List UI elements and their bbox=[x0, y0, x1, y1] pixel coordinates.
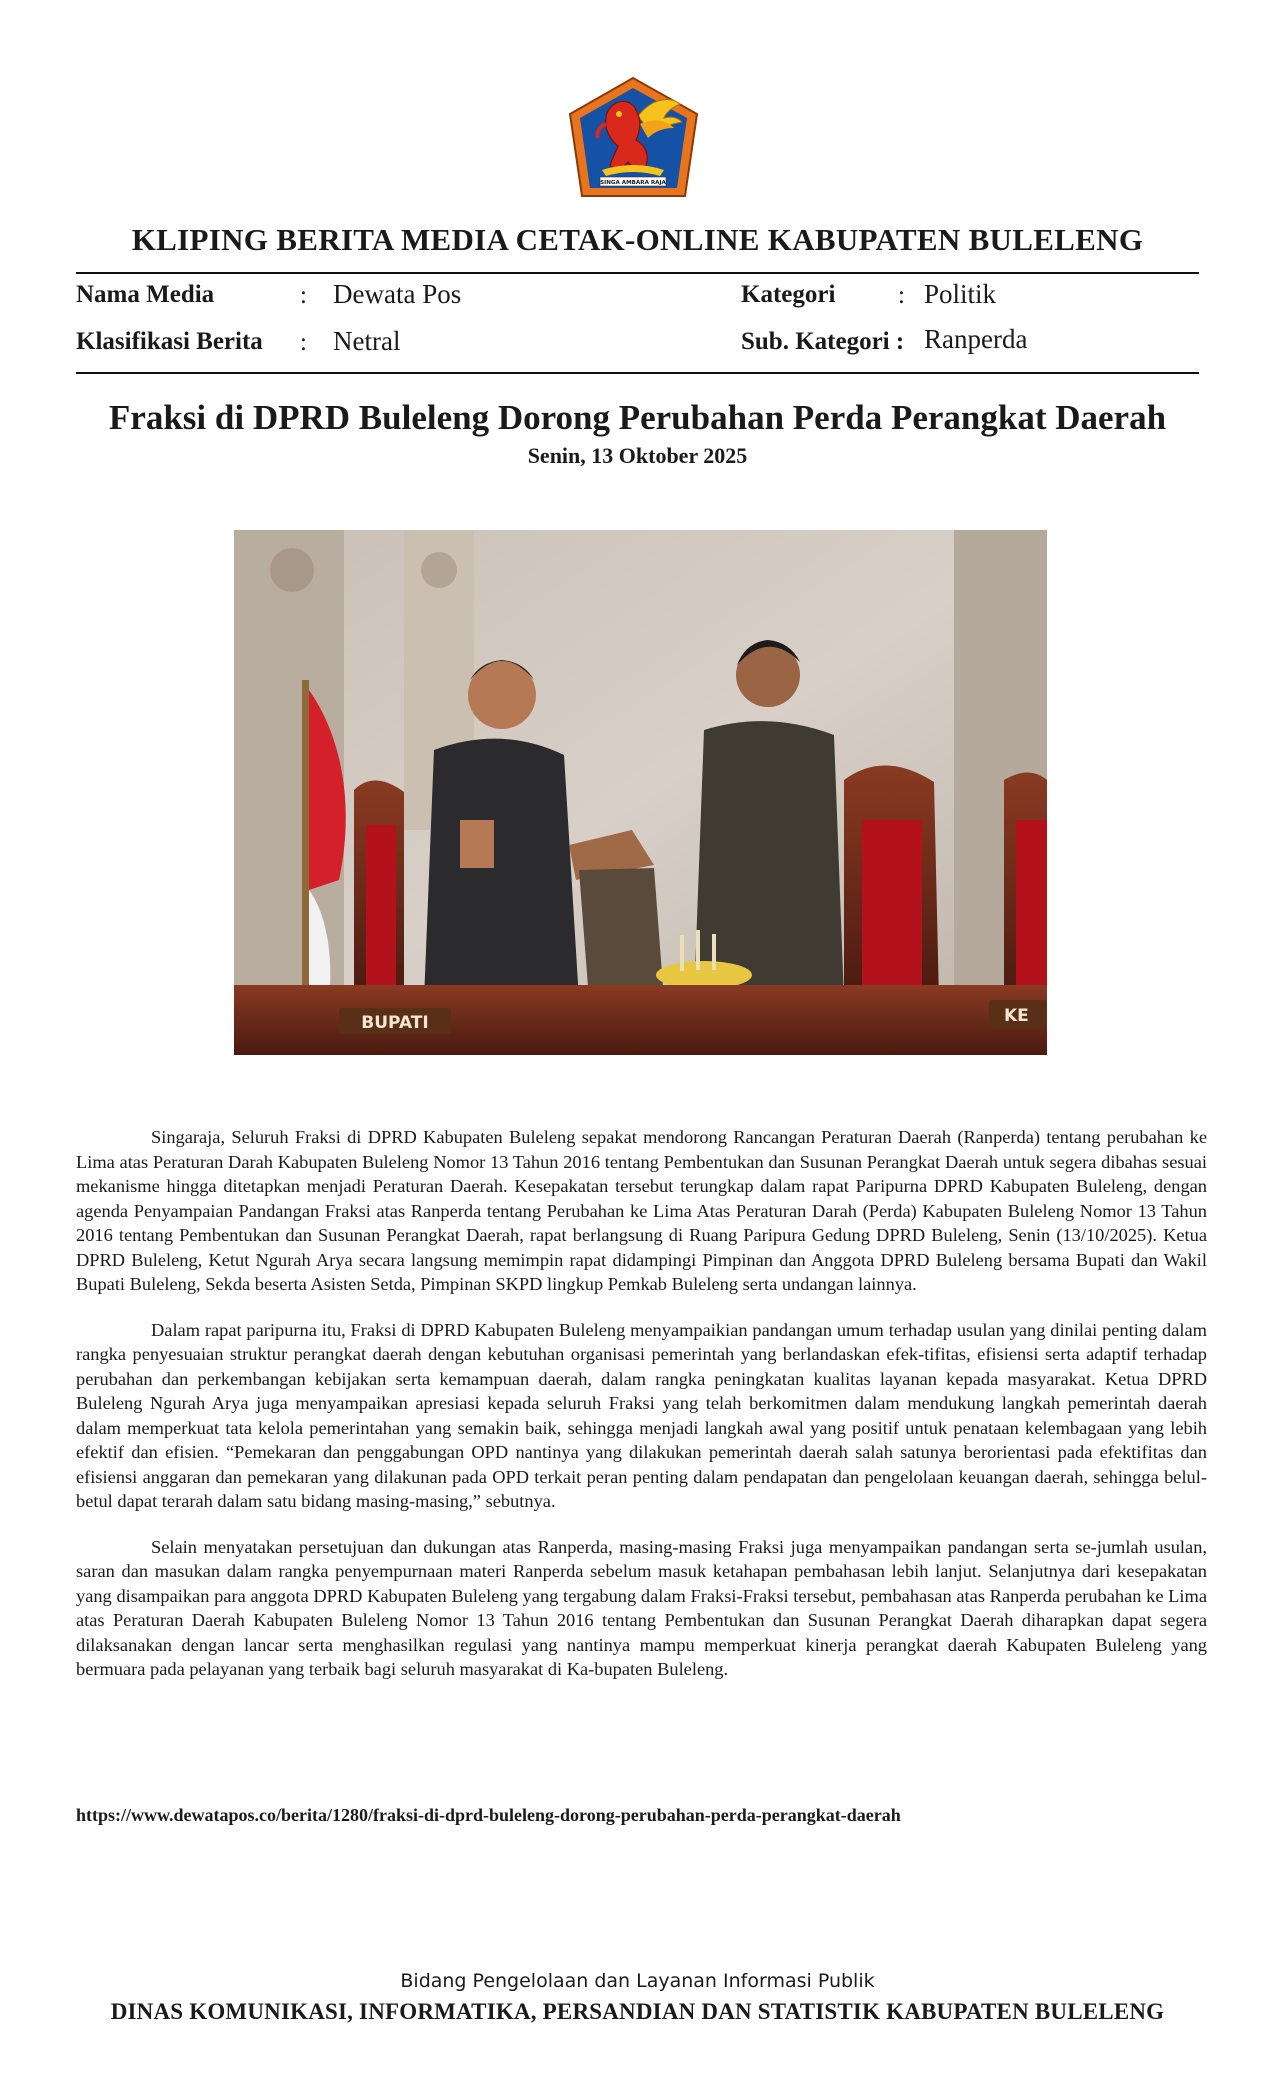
buleleng-coat-of-arms-logo bbox=[566, 74, 701, 200]
source-url-link[interactable]: https://www.dewatapos.co/berita/1280/fraksi-di-dprd-buleleng-dorong-perubahan-perda-perangkat-daerah bbox=[76, 1805, 901, 1825]
article-paragraph: Dalam rapat paripurna itu, Fraksi di DPRD Kabupaten Buleleng menyampaikian pandangan umum terhadap usulan yang dinilai penting dalam rangka penyesuaian struktur perangkat daerah dengan kebutuhan organisasi pemerintah yang berlandaskan efek-tifitas, efisiensi serta adaptif terhadap perubahan dan perkembangan kebijakan serta kemampuan daerah, dalam rangka peningkatan kualitas layanan kepada masyarakat. Ketua DPRD Buleleng Ngurah Arya juga menyampaikan apresiasi kepada seluruh Fraksi yang telah berkomitmen dalam mendukung langkah pemerintah daerah dalam memperkuat tata kelola pemerintahan yang semakin baik, sehingga menjadi langkah awal yang positif untuk penataan kelembagaan yang lebih efektif dan efisien. “Pemekaran dan penggabungan OPD nantinya yang dilakukan pemerintah daerah salah satunya berorientasi pada efektifitas dan efisiensi anggaran dan pemekaran yang dilakunan pada OPD terkait peran penting dalam pendapatan dan pengelolaan keuangan daerah, sehingga belul-betul dapat terarah dalam satu bidang masing-masing,” sebutnya. bbox=[76, 1319, 1207, 1511]
article-body bbox=[76, 1125, 1207, 1703]
document-title: KLIPING BERITA MEDIA CETAK-ONLINE KABUPATEN BULELENG bbox=[131, 222, 1144, 257]
header-bottom-rule bbox=[76, 372, 1199, 374]
kategori-value: Politik bbox=[924, 279, 997, 309]
klasifikasi-label: Klasifikasi Berita bbox=[76, 328, 263, 355]
kategori-label: Kategori bbox=[741, 281, 836, 308]
ketua-desk-label: KE bbox=[1004, 1006, 1029, 1026]
klasifikasi-colon: : bbox=[300, 329, 307, 356]
footer-agency: DINAS KOMUNIKASI, INFORMATIKA, PERSANDIAN DAN STATISTIK KABUPATEN BULELENG bbox=[110, 1999, 1165, 2024]
nama-media-colon: : bbox=[300, 282, 307, 309]
sub-kategori-label: Sub. Kategori : bbox=[741, 328, 905, 355]
article-paragraph: Singaraja, Seluruh Fraksi di DPRD Kabupaten Buleleng sepakat mendorong Rancangan Peraturan Daerah (Ranperda) tentang perubahan ke Lima atas Peraturan Darah Kabupaten Buleleng Nomor 13 Tahun 2016 tentang Pembentukan dan Susunan Perangkat Daerah untuk segera dibahas sesuai mekanisme hingga ditetapkan menjadi Peraturan Daerah. Kesepakatan tersebut terungkap dalam rapat Paripurna DPRD Kabupaten Buleleng, dengan agenda Penyampaian Pandangan Fraksi atas Ranperda tentang Perubahan ke Lima Atas Peraturan Darah (Perda) Kabupaten Buleleng Nomor 13 Tahun 2016 tentang Pembentukan dan Susunan Perangkat Daerah, rapat berlangsung di Ruang Paripura Gedung DPRD Buleleng, Senin (13/10/2025). Ketua DPRD Buleleng, Ketut Ngurah Arya secara langsung memimpin rapat didampingi Pimpinan dan Anggota DPRD Buleleng bersama Bupati dan Wakil Bupati Buleleng, Sekda beserta Asisten Setda, Pimpinan SKPD lingkup Pemkab Buleleng serta undangan lainnya. bbox=[76, 1127, 1207, 1294]
bupati-desk-label: BUPATI bbox=[361, 1013, 429, 1033]
footer-division: Bidang Pengelolaan dan Layanan Informasi Publik bbox=[400, 1970, 875, 1992]
sub-kategori-value: Ranperda bbox=[924, 324, 1028, 354]
header-top-rule bbox=[76, 272, 1199, 274]
article-date: Senin, 13 Oktober 2025 bbox=[527, 443, 748, 468]
article-photo bbox=[234, 530, 1047, 1055]
article-paragraph: Selain menyatakan persetujuan dan dukungan atas Ranperda, masing-masing Fraksi juga menyampaikan pandangan serta se-jumlah usulan, saran dan masukan dalam rangka penyempurnaan materi Ranperda sebelum masuk ketahapan pembahasan lebih lanjut. Selanjutnya dari kesepakatan yang disampaikan para anggota DPRD Kabupaten Buleleng yang tergabung dalam Fraksi-Fraksi tersebut, pembahasan atas Ranperda perubahan ke Lima atas Peraturan Daerah Kabupaten Buleleng Nomor 13 Tahun 2016 tentang Pembentukan dan Susunan Perangkat Daerah diharapkan dapat segera dilaksanakan dengan lancar serta menghasilkan regulasi yang nantinya mampu memperkuat kinerja perangkat daerah Kabupaten Buleleng yang bermuara pada pelayanan yang terbaik bagi seluruh masyarakat di Ka-bupaten Buleleng. bbox=[76, 1536, 1207, 1679]
klasifikasi-value: Netral bbox=[333, 326, 401, 356]
kategori-colon: : bbox=[898, 282, 905, 309]
nama-media-value: Dewata Pos bbox=[333, 279, 462, 309]
article-headline: Fraksi di DPRD Buleleng Dorong Perubahan Perda Perangkat Daerah bbox=[108, 398, 1167, 437]
logo-motto: SINGA AMBARA RAJA bbox=[600, 180, 666, 186]
nama-media-label: Nama Media bbox=[76, 281, 215, 308]
